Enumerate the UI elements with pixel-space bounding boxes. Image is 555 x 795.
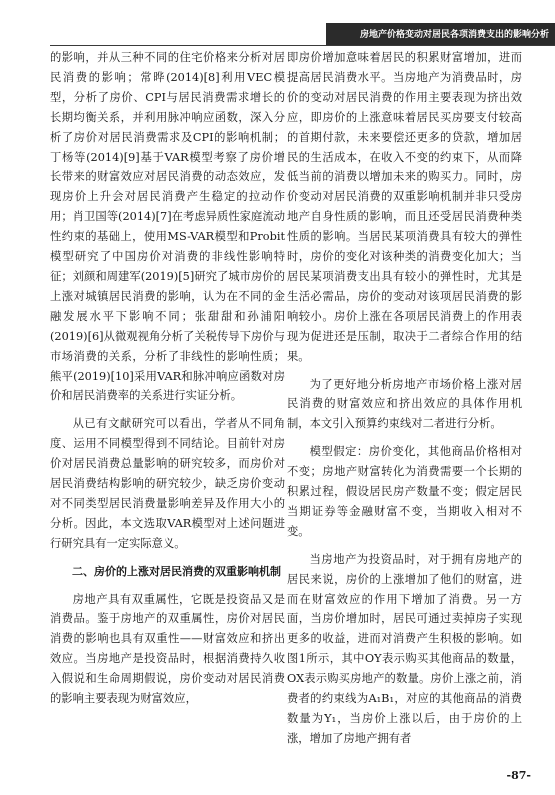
header-rule xyxy=(50,45,555,46)
right-paragraph-2: 为了更好地分析房地产市场价格上涨对居民消费的财富效应和挤出效应的具体作用机制，本文引入预算约束线对二者进行分析。 xyxy=(287,377,522,431)
running-header-title: 房地产价格变动对居民各项消费支出的影响分析 xyxy=(359,30,549,40)
right-paragraph-1: 即房价增加意味着居民的积累财富增加，进而提高居民消费水平。当房地产为消费品时，房价的变动对居民消费的作用主要表现为挤出效应，即房价的上涨意味着居民买房要支付较高的首期付款，未来要偿还更多的贷款，增加居民的生活成本，在收入不变的约束下，从而降低当前的消费以增加未来的购买力。同时，房价变动对居民消费的双重影响机制并非只受房地产自身性质的影响，而且还受居民消费种类性质的影响。当居民某项消费具有较大的弹性时，房价的变化对该种类的消费变化加大；当居民某项消费支出具有较小的弹性时，尤其是生活必需品，房价的变动对该项居民消费的影响较小。房价上涨在各项居民消费上的作用表现为促进还是压制，取决于二者综合作用的结果。 xyxy=(287,51,522,363)
page-number: -87- xyxy=(506,769,531,782)
right-column xyxy=(287,48,522,749)
section-heading: 二、房价的上涨对居民消费的双重影响机制 xyxy=(72,564,281,578)
left-paragraph-1: 的影响，并从三种不同的住宅价格来分析对居民消费的影响；常晔(2014)[8]利用VEC模型，分析了房价、CPI与居民消费需求增长的长期均衡关系，并利用脉冲响应函数，深入分析了房价对居民消费需求及CPI的影响机制；丁杨等(2014)[9]基于VAR模型考察了房价增长带来的财富效应对居民消费的动态效应，发现房价上升会对居民消费产生稳定的拉动作用；肖卫国等(2014)[7]在考虑异质性家庭流动性约束的基础上，使用MS-VAR模型和Probit模型研究了中国房价对消费的非线性影响特征；刘颜和周建军(2019)[5]研究了城市房价的上涨对城镇居民消费的影响，认为在不同的金融发展水平下影响不同；张甜甜和孙浦阳(2019)[6]从微观视角分析了关税传导下房价与市场消费的关系，分析了非线性的影响性质；熊平(2019)[10]采用VAR和脉冲响应函数对房价和居民消费率的关系进行实证分析。 xyxy=(50,51,285,403)
running-header-bar xyxy=(326,23,555,46)
left-column xyxy=(50,48,285,709)
right-paragraph-4: 当房地产为投资品时，对于拥有房地产的居民来说，房价的上涨增加了他们的财富，进而在财富效应的作用下增加了消费。另一方面，当房价增加时，居民可通过卖掉房子实现更多的收益，进而对消费产生积极的影响。如图1所示，其中OY表示购买其他商品的数量，OX表示购买房地产的数量。房价上涨之前，消费者的约束线为A₁B₁，对应的其他商品的消费数量为Y₁，当房价上涨以后，由于房价的上涨，增加了房地产拥有者 xyxy=(287,552,522,745)
left-paragraph-3: 房地产具有双重属性，它既是投资品又是消费品。鉴于房地产的双重属性，房价对居民消费的影响也具有双重性——财富效应和挤出效应。当房地产是投资品时，根据消费持久收入假说和生命周期假说，房价变动对居民消费的影响主要表现为财富效应， xyxy=(50,592,285,706)
left-paragraph-2: 从已有文献研究可以看出，学者从不同角度、运用不同模型得到不同结论。目前针对房价对居民消费总量影响的研究较多，而房价对居民消费结构影响的研究较少，缺乏房价变动对不同类型居民消费量影响差异及作用大小的分析。因此，本文选取VAR模型对上述问题进行研究具有一定实际意义。 xyxy=(50,417,285,550)
right-paragraph-3: 模型假定：房价变化，其他商品价格相对不变；房地产财富转化为消费需要一个长期的积累过程，假设居民房产数量不变；假定居民当期证券等金融财富不变，当期收入相对不变。 xyxy=(287,445,522,538)
